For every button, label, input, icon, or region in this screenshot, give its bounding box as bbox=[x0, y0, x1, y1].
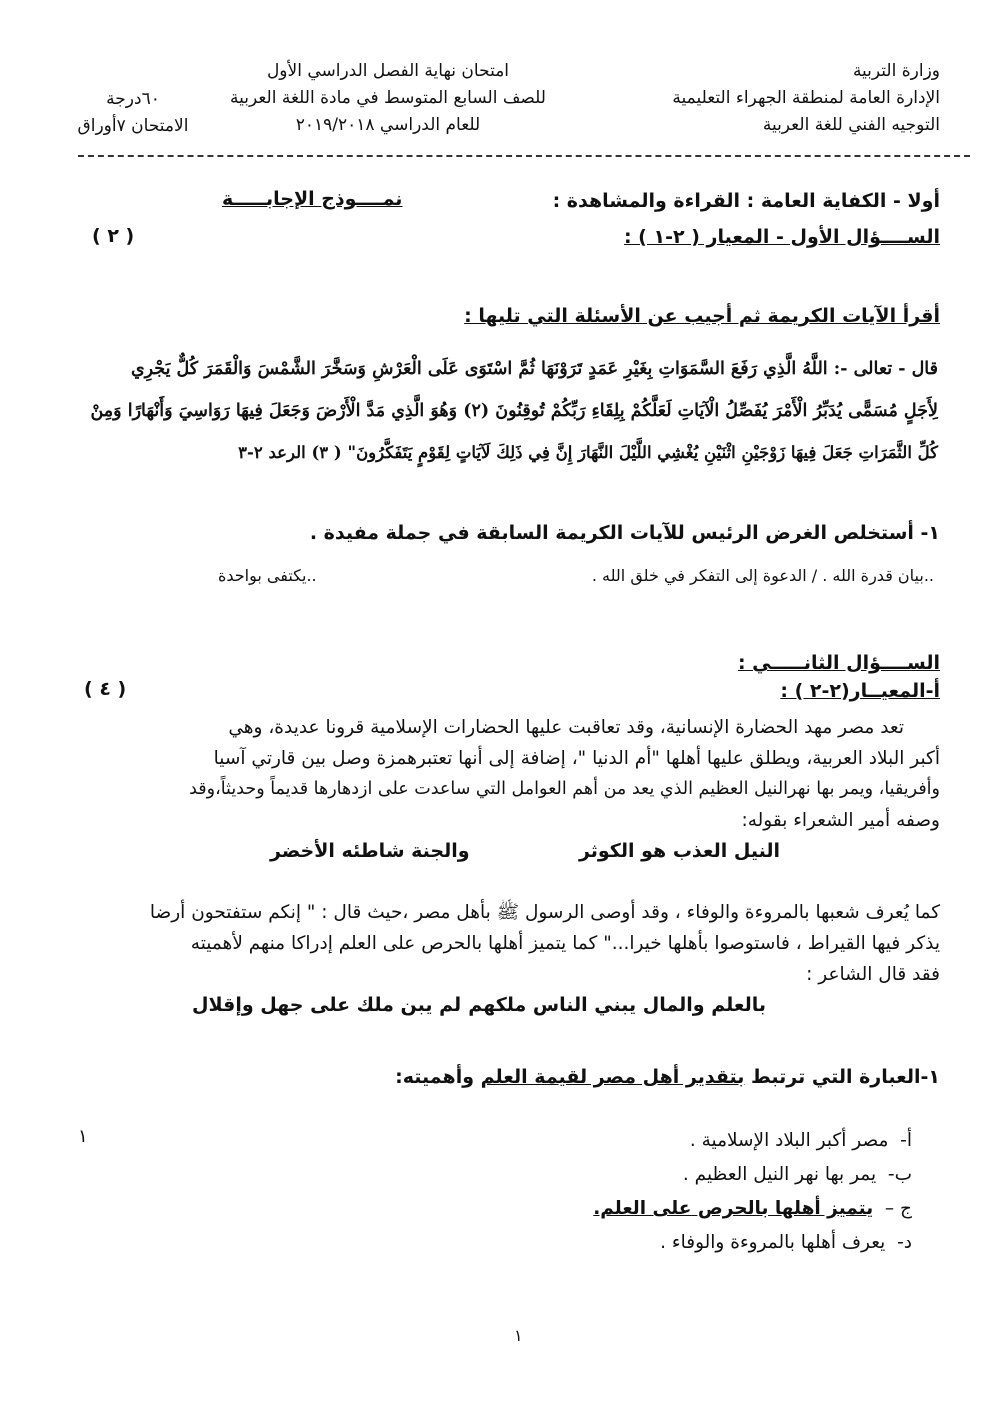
question2-1-suffix: وأهميته: bbox=[395, 1066, 481, 1088]
question1-marks: ( ٢ ) bbox=[92, 225, 135, 247]
paragraph-line: وصفه أمير الشعراء بقوله: bbox=[741, 810, 940, 831]
paragraph-line: كما يُعرف شعبها بالمروءة والوفاء ، وقد أوصى الرسول ﷺ بأهل مصر ،حيث قال : " إنكم ستفتحون أرضا bbox=[149, 902, 940, 923]
grade-block bbox=[62, 86, 204, 140]
choice-d bbox=[593, 1226, 912, 1260]
competency-title: أولا - الكفاية العامة : القراءة والمشاهدة : bbox=[552, 190, 940, 212]
choice-b bbox=[593, 1158, 912, 1192]
question1-1-note: ..يكتفى بواحدة bbox=[218, 566, 317, 585]
poem2-second-half: لم يبن ملك على جهل وإقلال bbox=[192, 994, 462, 1016]
header-divider bbox=[78, 155, 970, 157]
question2-1-mark: ١ bbox=[78, 1126, 88, 1147]
quran-verses bbox=[58, 348, 938, 474]
verses-instruction: أقرأ الآيات الكريمة ثم أجيب عن الأسئلة التي تليها : bbox=[464, 305, 940, 327]
egypt-paragraph bbox=[58, 712, 940, 836]
exam-title-block bbox=[228, 58, 548, 139]
choice-label: أ- bbox=[900, 1130, 912, 1151]
poem1-first-half: النيل العذب هو الكوثر bbox=[578, 840, 780, 862]
question1-label: الســــؤال الأول - المعيار ( ٢-١ ) : bbox=[623, 226, 940, 248]
exam-line: للصف السابع المتوسط في مادة اللغة العربية bbox=[230, 88, 546, 108]
verse-line: لِأَجَلٍ مُسَمًّى يُدَبِّرُ الْأَمْرَ يُفَصِّلُ الْآيَاتِ لَعَلَّكُمْ بِلِقَاءِ رَبِّكُمْ تُوقِنُونَ (٢) وَهُوَ الَّذِي مَدَّ الْأَرْضَ وَجَعَلَ فِيهَا رَوَاسِيَ وَأَنْهَارًا وَمِنْ bbox=[90, 401, 938, 421]
choice-label: ج – bbox=[884, 1198, 912, 1219]
choices-list bbox=[593, 1124, 912, 1260]
choice-label: د- bbox=[897, 1232, 912, 1253]
question2-marks: ( ٤ ) bbox=[84, 678, 127, 700]
page-count: الامتحان ٧أوراق bbox=[77, 116, 189, 136]
paragraph-line: تعد مصر مهد الحضارة الإنسانية، وقد تعاقبت عليها الحضارات الإسلامية قرونا عديدة، وهي bbox=[228, 717, 904, 738]
egypt-paragraph-2 bbox=[58, 897, 940, 990]
question1-1-answer: ..بيان قدرة الله . / الدعوة إلى التفكر في خلق الله . bbox=[591, 566, 934, 585]
total-grade: ٦٠درجة bbox=[106, 89, 160, 109]
exam-line: امتحان نهاية الفصل الدراسي الأول bbox=[266, 61, 510, 81]
choice-a bbox=[593, 1124, 912, 1158]
ministry-block bbox=[672, 58, 940, 139]
verse-line: قال - تعالى -: اللَّهُ الَّذِي رَفَعَ السَّمَوَاتِ بِغَيْرِ عَمَدٍ تَرَوْنَهَا ثُمَّ اسْتَوَى عَلَى الْعَرْشِ وَسَخَّرَ الشَّمْسَ وَالْقَمَرَ كُلٌّ يَجْرِي bbox=[130, 359, 938, 379]
choice-text: يعرف أهلها بالمروءة والوفاء . bbox=[660, 1232, 886, 1253]
ministry-line: وزارة التربية bbox=[852, 61, 940, 81]
question2-1 bbox=[395, 1066, 940, 1088]
paragraph-line: يذكر فيها القيراط ، فاستوصوا بأهلها خيرا..." كما يتميز أهلها بالحرص على العلم إدراكا منهم لأهميته bbox=[190, 933, 940, 954]
question2-1-underlined: بتقدير أهل مصر لقيمة العلم bbox=[480, 1066, 745, 1088]
poem1-second-half: والجنة شاطئه الأخضر bbox=[270, 840, 470, 862]
exam-line: للعام الدراسي ٢٠١٩/٢٠١٨ bbox=[295, 115, 481, 135]
ministry-line: الإدارة العامة لمنطقة الجهراء التعليمية bbox=[672, 88, 940, 108]
answer-model-title: نمــــوذج الإجابـــــة bbox=[222, 188, 403, 210]
paragraph-line: أكبر البلاد العربية، ويطلق عليها أهلها "أم الدنيا "، إضافة إلى أنها تعتبرهمزة وصل بين قارتي آسيا bbox=[213, 748, 940, 769]
paragraph-line: وأفريقيا، ويمر بها نهرالنيل العظيم الذي يعد من أهم العوامل التي ساعدت على ازدهارها قديماً وحديثاً،وقد bbox=[189, 779, 940, 799]
choice-text: يمر بها نهر النيل العظيم . bbox=[682, 1164, 877, 1185]
ministry-line: التوجيه الفني للغة العربية bbox=[762, 115, 940, 135]
poem2-first-half: بالعلم والمال يبني الناس ملكهم bbox=[468, 994, 766, 1016]
question1-1: ١- أستخلص الغرض الرئيس للآيات الكريمة السابقة في جملة مفيدة . bbox=[309, 522, 940, 544]
question2-1-prefix: ١-العبارة التي ترتبط bbox=[744, 1066, 940, 1088]
paragraph-line: فقد قال الشاعر : bbox=[806, 964, 940, 985]
question2-title: الســــؤال الثانـــــي : bbox=[737, 652, 940, 674]
choice-label: ب- bbox=[887, 1164, 912, 1185]
choice-c-correct bbox=[593, 1192, 912, 1226]
choice-text: مصر أكبر البلاد الإسلامية . bbox=[689, 1130, 889, 1151]
choice-text: يتميز أهلها بالحرص على العلم. bbox=[593, 1198, 874, 1219]
page-number: ١ bbox=[514, 1326, 523, 1345]
question2-criterion: أ-المعيــار(٢-٢ ) : bbox=[780, 680, 940, 702]
verse-line: كُلِّ الثَّمَرَاتِ جَعَلَ فِيهَا زَوْجَيْنِ اثْنَيْنِ يُغْشِي اللَّيْلَ النَّهَارَ إِنَّ فِي ذَلِكَ لَآيَاتٍ لِقَوْمٍ يَتَفَكَّرُونَ" ( ٣) الرعد ٢-٣ bbox=[238, 443, 938, 462]
